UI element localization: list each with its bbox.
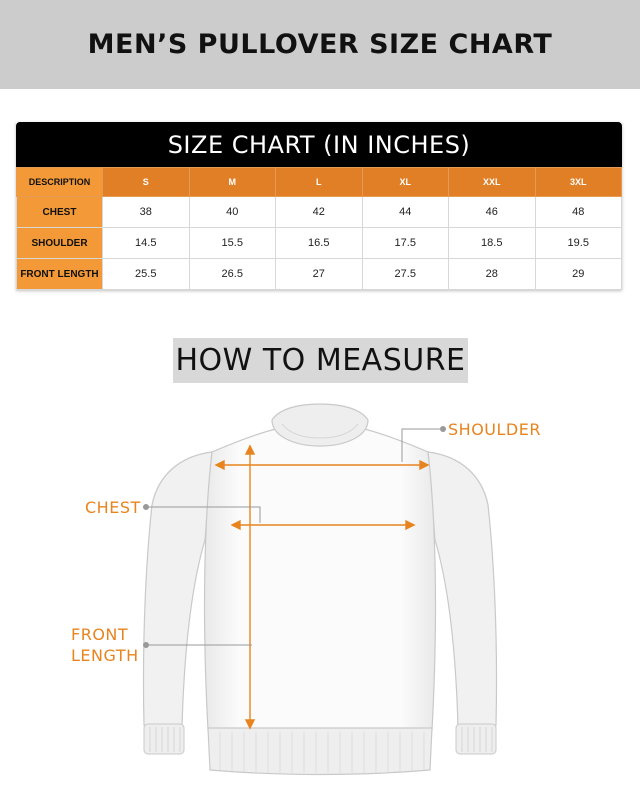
front-length-leader-dot <box>143 642 149 648</box>
front-length-label <box>71 624 139 666</box>
table-row-chest <box>17 197 622 228</box>
size-chart <box>16 122 622 290</box>
page-title: MEN’S PULLOVER SIZE CHART <box>87 29 553 60</box>
row-label: FRONT LENGTH <box>17 259 103 290</box>
table-cell: 42 <box>276 197 363 228</box>
pullover-body <box>205 428 436 730</box>
waistband <box>208 728 432 775</box>
column-header-xxl: XXL <box>449 168 536 197</box>
column-header-xl: XL <box>362 168 449 197</box>
size-table-header-row <box>17 168 622 197</box>
table-cell: 18.5 <box>449 228 536 259</box>
table-row-front-length <box>17 259 622 290</box>
chest-label: CHEST <box>85 498 141 517</box>
column-header-l: L <box>276 168 363 197</box>
table-cell: 40 <box>189 197 276 228</box>
table-cell: 44 <box>362 197 449 228</box>
collar <box>272 404 368 446</box>
table-cell: 38 <box>103 197 190 228</box>
table-cell: 48 <box>535 197 622 228</box>
table-cell: 15.5 <box>189 228 276 259</box>
table-row-shoulder <box>17 228 622 259</box>
size-chart-title: SIZE CHART (IN INCHES) <box>16 122 622 167</box>
right-sleeve <box>428 452 497 726</box>
table-cell: 28 <box>449 259 536 290</box>
front-length-label-line1: FRONT <box>71 625 129 644</box>
table-cell: 17.5 <box>362 228 449 259</box>
page-header <box>0 0 640 89</box>
table-cell: 16.5 <box>276 228 363 259</box>
column-header-description: DESCRIPTION <box>17 168 103 197</box>
left-sleeve <box>143 452 212 726</box>
table-cell: 27.5 <box>362 259 449 290</box>
row-label: SHOULDER <box>17 228 103 259</box>
row-label: CHEST <box>17 197 103 228</box>
column-header-s: S <box>103 168 190 197</box>
table-cell: 25.5 <box>103 259 190 290</box>
table-cell: 14.5 <box>103 228 190 259</box>
chest-leader-dot <box>143 504 149 510</box>
table-cell: 46 <box>449 197 536 228</box>
column-header-m: M <box>189 168 276 197</box>
size-table <box>16 167 622 290</box>
pullover-illustration <box>0 395 640 800</box>
table-cell: 29 <box>535 259 622 290</box>
front-length-label-line2: LENGTH <box>71 646 139 665</box>
table-cell: 27 <box>276 259 363 290</box>
table-cell: 26.5 <box>189 259 276 290</box>
how-to-measure-title: HOW TO MEASURE <box>173 338 468 383</box>
column-header-3xl: 3XL <box>535 168 622 197</box>
table-cell: 19.5 <box>535 228 622 259</box>
shoulder-leader-dot <box>440 426 446 432</box>
shoulder-label: SHOULDER <box>448 420 541 439</box>
